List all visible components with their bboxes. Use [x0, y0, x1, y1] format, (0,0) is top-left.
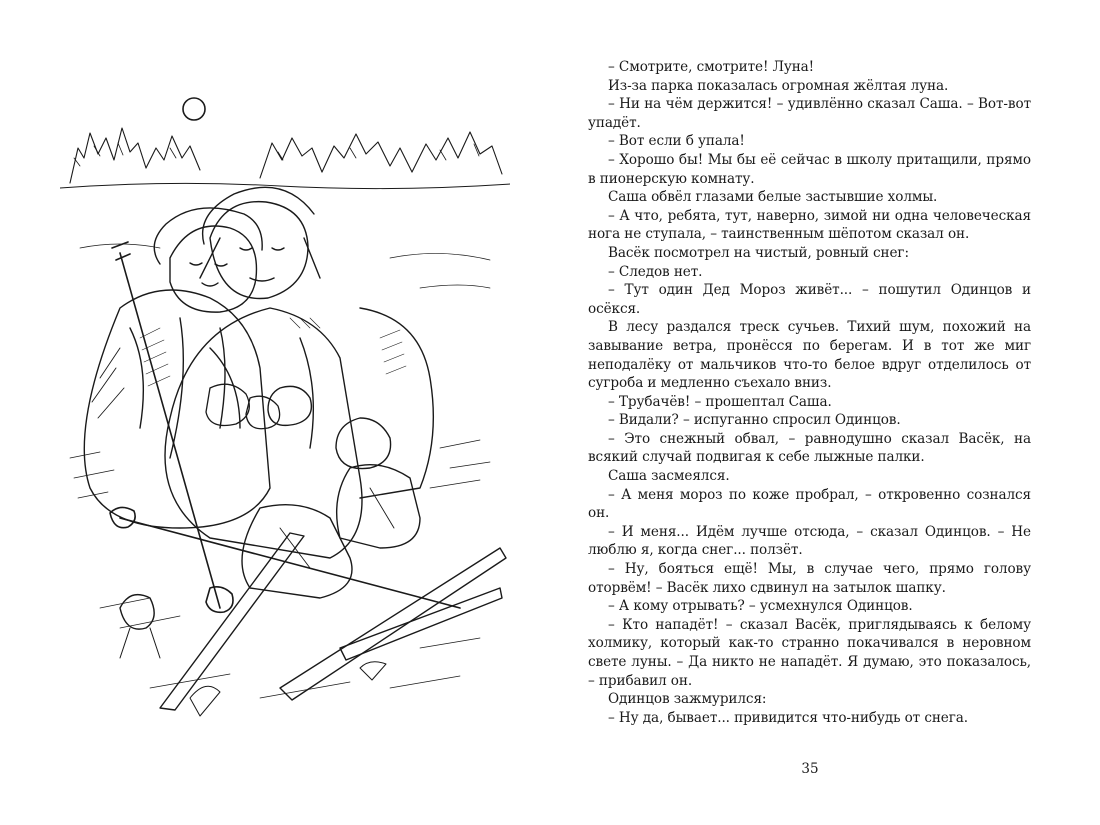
paragraph: – А что, ребята, тут, наверно, зимой ни одна человеческая нога не ступала, – таинственным шёпотом сказал он.: [588, 207, 1031, 243]
paragraph: – Ну, бояться ещё! Мы, в случае чего, прямо голову оторвём! – Васёк лихо сдвинул на затылок шапку.: [588, 561, 1031, 596]
paragraph: Из-за парка показалась огромная жёлтая луна.: [608, 77, 949, 94]
paragraph: – Тут один Дед Мороз живёт... – пошутил Одинцов и осёкся.: [588, 282, 1031, 317]
paragraph: – Ни на чём держится! – удивлённо сказал Саша. – Вот-вот упадёт.: [588, 96, 1031, 131]
illustration-three-boys-in-snow: [60, 88, 510, 718]
moon-icon: [183, 98, 205, 120]
paragraph: – Это снежный обвал, – равнодушно сказал Васёк, на всякий случай подвигая к себе лыжные палки.: [588, 430, 1031, 466]
forest-treeline: [60, 128, 510, 189]
paragraph: – Следов нет.: [608, 263, 703, 280]
boy-left-figure: [84, 208, 270, 528]
paragraph: – А кому отрывать? – усмехнулся Одинцов.: [608, 598, 913, 615]
paragraph: – Трубачёв! – прошептал Саша.: [608, 393, 832, 410]
snow-ground-hatching: [70, 244, 490, 698]
paragraph: В лесу раздался треск сучьев. Тихий шум, похожий на завывание ветра, пронёсся по берегам. И в тот же миг неподалёку от мальчиков что-то белое вдруг отделилось от сугроба и медленно съехало вниз.: [588, 319, 1031, 392]
ski-poles: [110, 242, 460, 612]
text-page: [588, 58, 1031, 727]
paragraph: – И меня... Идём лучше отсюда, – сказал Одинцов. – Не люблю я, когда снег... ползёт.: [588, 523, 1031, 559]
paragraph: – Хорошо бы! Мы бы её сейчас в школу притащили, прямо в пионерскую комнату.: [588, 151, 1031, 187]
paragraph: Саша засмеялся.: [608, 468, 730, 485]
paragraph: – А меня мороз по коже пробрал, – откровенно сознался он.: [588, 486, 1031, 522]
paragraph: – Видали? – испуганно спросил Одинцов.: [608, 412, 901, 429]
paragraph: Одинцов зажмурился:: [608, 691, 767, 708]
paragraph: Саша обвёл глазами белые застывшие холмы.: [608, 189, 938, 206]
paragraph: – Вот если б упала!: [608, 133, 745, 150]
boy-front-figure: [165, 187, 433, 558]
paragraph: – Кто нападёт! – сказал Васёк, приглядываясь к белому холмику, который как-то странно покачивался в неровном свете луны. – Да никто не нападёт. Я думаю, это показалось, – прибавил он.: [588, 616, 1031, 689]
page-number: 35: [801, 761, 819, 777]
shading-hatch: [140, 318, 406, 386]
boots: [242, 465, 420, 598]
paragraph: Васёк посмотрел на чистый, ровный снег:: [608, 244, 909, 261]
paragraph: – Ну да, бывает... привидится что-нибудь от снега.: [608, 709, 968, 726]
paragraph: – Смотрите, смотрите! Луна!: [608, 59, 815, 75]
